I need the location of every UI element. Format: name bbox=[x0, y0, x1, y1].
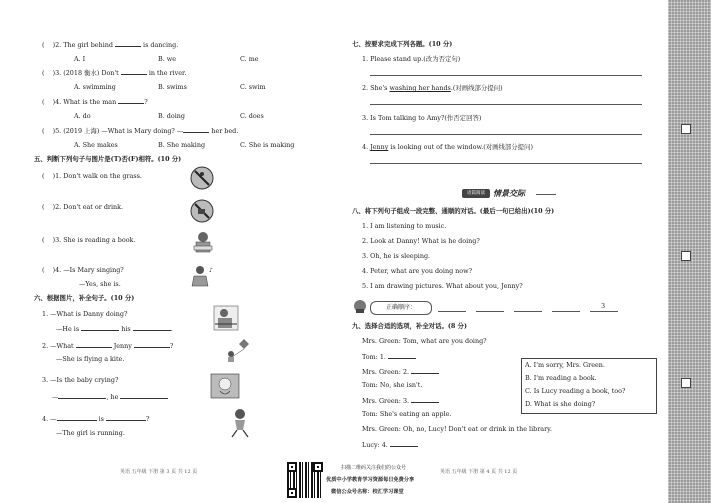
sec8-title: 八、将下列句子组成一段完整、通顺的对话。(最后一句已给出)(10 分) bbox=[352, 207, 555, 215]
order-blank bbox=[552, 311, 580, 312]
option-d: D. What is she doing? bbox=[525, 400, 596, 408]
sec5-title: 五、判断下列句子与图片是(T)否(F)相符。(10 分) bbox=[34, 155, 182, 163]
svg-text:♪: ♪ bbox=[209, 267, 213, 274]
right-page-footer: 英语 五年级 下册 第 4 页 共 12 页 bbox=[440, 469, 518, 475]
mc-4-opt-a: A. do bbox=[74, 112, 91, 120]
order-last: 3 bbox=[601, 302, 606, 310]
sec6-a3: — , he bbox=[52, 392, 168, 401]
girl-singing-picture bbox=[188, 264, 216, 288]
binding-mark bbox=[681, 378, 691, 388]
order-blank bbox=[514, 311, 542, 312]
mc-3-opt-c: C. swim bbox=[240, 83, 266, 91]
dialog-line-6: Tom: She's eating an apple. bbox=[362, 410, 452, 418]
sec6-q3: 3. —Is the baby crying? bbox=[42, 376, 119, 384]
mc-item-3: ( )3. (2018 衡水) Don't in the river. bbox=[42, 69, 187, 77]
boy-washing-picture bbox=[212, 304, 240, 332]
no-eating-sign-icon bbox=[190, 199, 214, 223]
answer-line bbox=[370, 163, 642, 164]
sec5-item-3: ( )3. She is reading a book. bbox=[42, 236, 136, 244]
sec8-item-2: 2. Look at Danny! What is he doing? bbox=[362, 237, 480, 245]
sec7-item-1: 1. Please stand up.(改为否定句) bbox=[362, 55, 461, 63]
sec5-item-4-answer: —Yes, she is. bbox=[79, 280, 121, 288]
order-blank bbox=[590, 311, 618, 312]
mc-5-opt-b: B. She making bbox=[158, 141, 206, 149]
sec6-q2: 2. —What Jenny ? bbox=[42, 342, 174, 350]
qr-code bbox=[287, 462, 323, 498]
sec8-item-1: 1. I am listening to music. bbox=[362, 222, 447, 230]
mc-4-opt-b: B. doing bbox=[158, 112, 185, 120]
girl-kite-picture bbox=[224, 337, 250, 363]
dialog-line-5: Mrs. Green: 3. bbox=[362, 396, 439, 405]
banner-tag: 语篇阅读 bbox=[462, 189, 490, 198]
sec6-a1: —He is his . bbox=[56, 325, 173, 333]
footer-line-3: 微信公众号名称：校汇学习课堂 bbox=[331, 489, 404, 495]
dialog-line-3: Mrs. Green: 2. bbox=[362, 367, 439, 376]
answer-line bbox=[370, 75, 642, 76]
sec6-title: 六、根据图片，补全句子。(10 分) bbox=[34, 294, 135, 302]
mc-2-opt-a: A. I bbox=[74, 55, 86, 63]
baby-crying-picture bbox=[210, 373, 240, 399]
mc-item-5: ( )5. (2019 上海) —What is Mary doing? — her bed. bbox=[42, 127, 239, 135]
dialog-line-4: Tom: No, she isn't. bbox=[362, 381, 423, 389]
mc-2-opt-c: C. me bbox=[240, 55, 259, 63]
sec7-item-4: 4. Jenny is looking out of the window.(对画线部分提问) bbox=[362, 143, 533, 151]
dialog-line-1: Mrs. Green: Tom, what are you doing? bbox=[362, 337, 487, 345]
sec6-a2: —She is flying a kite. bbox=[56, 355, 125, 363]
girl-reading-picture bbox=[190, 230, 216, 256]
no-walking-sign-icon bbox=[190, 166, 214, 190]
sec8-item-5: 5. I am drawing pictures. What about you, Jenny? bbox=[362, 282, 523, 290]
answer-line bbox=[370, 134, 642, 135]
mc-5-opt-a: A. She makes bbox=[74, 141, 118, 149]
sec6-a4: —The girl is running. bbox=[56, 429, 125, 437]
dialog-line-2: Tom: 1. bbox=[362, 352, 416, 361]
option-c: C. Is Lucy reading a book, too? bbox=[525, 387, 626, 395]
option-b: B. I'm reading a book. bbox=[525, 374, 597, 382]
section-banner bbox=[462, 188, 557, 200]
option-a: A. I'm sorry, Mrs. Green. bbox=[525, 361, 605, 369]
order-blank bbox=[438, 311, 466, 312]
mc-2-opt-b: B. we bbox=[158, 55, 177, 63]
sec5-item-1: ( )1. Don't walk on the grass. bbox=[42, 172, 142, 180]
order-label: 正确顺序： bbox=[370, 301, 432, 315]
footer-line-1: 扫描二维码关注我们的公众号 bbox=[341, 465, 407, 471]
left-page-footer: 英语 五年级 下册 第 3 页 共 12 页 bbox=[120, 469, 198, 475]
sec8-item-3: 3. Oh, he is sleeping. bbox=[362, 252, 431, 260]
mc-3-opt-b: B. swims bbox=[158, 83, 187, 91]
banner-title: 情景交际 bbox=[493, 188, 525, 198]
sec6-q4: 4. — is ? bbox=[42, 415, 150, 423]
pencil-mascot-icon bbox=[352, 298, 368, 314]
sec5-item-4: ( )4. —Is Mary singing? bbox=[42, 266, 124, 274]
sec6-q1: 1. —What is Danny doing? bbox=[42, 310, 128, 318]
mc-4-opt-c: C. does bbox=[240, 112, 264, 120]
mc-3-opt-a: A. swimming bbox=[74, 83, 116, 91]
sec7-title: 七、按要求完成下列各题。(10 分) bbox=[352, 40, 453, 48]
dialog-line-7: Mrs. Green: Oh, no, Lucy! Don't eat or drink in the library. bbox=[362, 425, 552, 433]
sec9-title: 九、选择合适的选项，补全对话。(8 分) bbox=[352, 322, 467, 330]
sec5-item-2: ( )2. Don't eat or drink. bbox=[42, 203, 124, 211]
sec8-item-4: 4. Peter, what are you doing now? bbox=[362, 267, 473, 275]
girl-running-picture bbox=[226, 408, 254, 438]
sec7-item-2: 2. She's washing her hands.(对画线部分提问) bbox=[362, 84, 503, 92]
binding-mark bbox=[681, 251, 691, 261]
options-box bbox=[521, 358, 657, 414]
mc-item-4: ( )4. What is the man ? bbox=[42, 98, 148, 106]
mc-item-2: ( )2. The girl behind is dancing. bbox=[42, 41, 179, 49]
footer-line-2: 优质中小学教育学习资源每日免费分享 bbox=[326, 477, 415, 483]
sec7-item-3: 3. Is Tom talking to Amy?(作否定回答) bbox=[362, 114, 482, 122]
answer-line bbox=[370, 104, 642, 105]
dialog-line-8: Lucy: 4. bbox=[362, 440, 418, 449]
order-blank bbox=[476, 311, 504, 312]
mc-5-opt-c: C. She is making bbox=[240, 141, 295, 149]
binding-mark bbox=[681, 124, 691, 134]
